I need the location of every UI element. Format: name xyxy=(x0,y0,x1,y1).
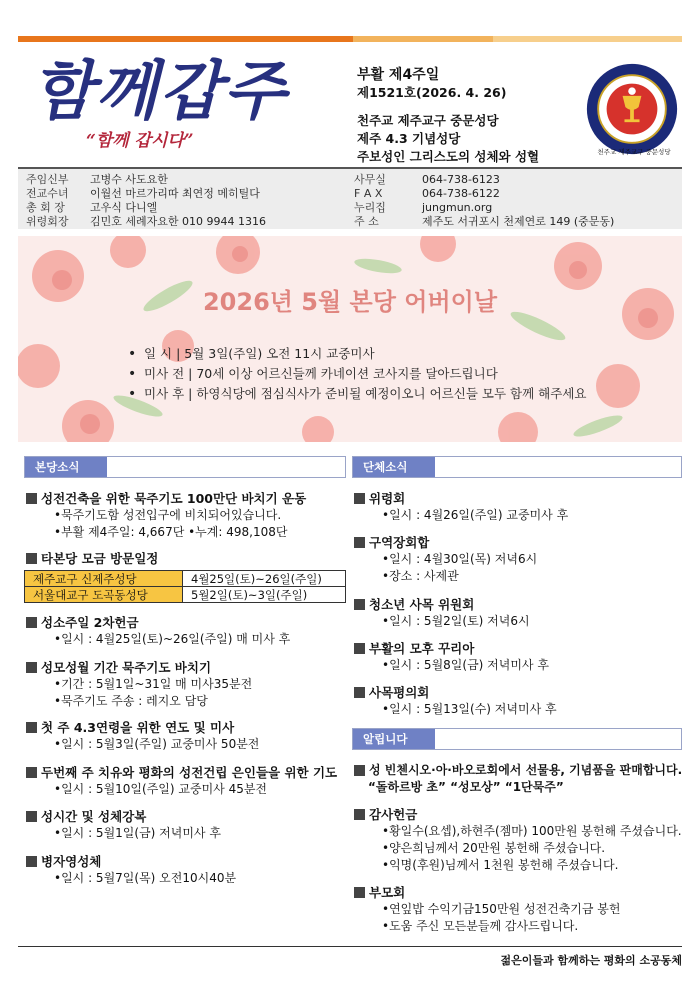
bullet-square-icon xyxy=(354,537,365,548)
notice-item-line: “돌하르방 초” “성모상” “1단묵주” xyxy=(368,780,564,794)
news-item-line: •묵주기도 주송 : 레지오 담당 xyxy=(54,694,208,708)
group-item-line: •일시 : 4월26일(주일) 교중미사 후 xyxy=(382,508,569,522)
section-header-parish-news xyxy=(24,456,346,478)
bullet-square-icon xyxy=(354,809,365,820)
group-item xyxy=(352,534,537,585)
notice-item-line: •익명(후원)님께서 1천원 봉헌해 주셨습니다. xyxy=(382,858,619,872)
news-item xyxy=(24,853,236,887)
bullet-square-icon xyxy=(354,765,365,776)
info-key: F A X xyxy=(354,187,383,200)
group-item-line: •일시 : 5월13일(수) 저녁미사 후 xyxy=(382,702,557,716)
news-item-line: •일시 : 5월1일(금) 저녁미사 후 xyxy=(54,826,221,840)
info-value: 064-738-6122 xyxy=(422,187,500,200)
bullet-square-icon xyxy=(26,722,37,733)
banner-item: • 미사 전 | 70세 이상 어르신들께 카네이션 코사지를 달아드립니다 xyxy=(128,364,586,384)
banner-title: 2026년 5월 본당 어버이날 xyxy=(202,288,498,316)
news-item xyxy=(24,550,158,567)
group-item xyxy=(352,596,530,630)
bullet-square-icon xyxy=(354,599,365,610)
visit-place: 제주교구 신제주성당 xyxy=(25,571,183,587)
banner-item: • 일 시 | 5월 3일(주일) 오전 11시 교중미사 xyxy=(128,344,586,364)
banner-item: • 미사 후 | 하영식당에 점심식사가 준비될 예정이오니 어르신들 모두 함께 해주세요 xyxy=(128,384,586,404)
info-row xyxy=(18,200,682,215)
news-item xyxy=(24,614,290,648)
news-item-line: •일시 : 5월10일(주일) 교중미사 45분전 xyxy=(54,782,268,796)
info-key: 총 회 장 xyxy=(26,201,65,214)
bullet-square-icon xyxy=(26,662,37,673)
bullet-square-icon xyxy=(26,856,37,867)
news-item-line: •일시 : 5월3일(주일) 교중미사 50분전 xyxy=(54,737,260,751)
group-item-title: 구역장회합 xyxy=(352,534,537,551)
info-value: 김민호 세례자요한 010 9944 1316 xyxy=(90,215,266,228)
news-item-line: •일시 : 5월7일(목) 오전10시40분 xyxy=(54,871,237,885)
visit-date: 5월2일(토)~3일(주일) xyxy=(183,587,346,603)
visit-place: 서울대교구 도곡동성당 xyxy=(25,587,183,603)
notice-item-line: •연잎밥 수익기금150만원 성전건축기금 봉헌 xyxy=(382,902,621,916)
news-item-title: 성소주일 2차헌금 xyxy=(24,614,290,631)
church-seal-icon xyxy=(585,62,679,156)
group-item xyxy=(352,490,568,524)
bullet-square-icon xyxy=(26,617,37,628)
bullet-square-icon xyxy=(354,687,365,698)
notice-item-line: •도움 주신 모든분들께 감사드립니다. xyxy=(382,919,579,933)
section-header-notices xyxy=(352,728,682,750)
visit-date: 4월25일(토)~26일(주일) xyxy=(183,571,346,587)
group-item xyxy=(352,684,557,718)
event-banner xyxy=(18,236,682,442)
bullet-square-icon xyxy=(26,811,37,822)
issue-number: 제1521호(2026. 4. 26) xyxy=(357,85,507,100)
info-row xyxy=(18,172,682,187)
news-item-line: •부활 제4주일: 4,667단 •누계: 498,108단 xyxy=(54,525,288,539)
notice-item-title: 부모회 xyxy=(352,884,621,901)
bullet-square-icon xyxy=(354,887,365,898)
parish-line: 주보성인 그리스도의 성체와 성혈 xyxy=(357,149,540,164)
news-item xyxy=(24,490,306,541)
group-item-line: •일시 : 4월30일(목) 저녁6시 xyxy=(382,552,538,566)
news-item-line: •일시 : 4월25일(토)~26일(주일) 매 미사 후 xyxy=(54,632,291,646)
news-item xyxy=(24,764,337,798)
news-item xyxy=(24,719,259,753)
group-item-line: •장소 : 사제관 xyxy=(382,569,459,583)
section-header-group-news xyxy=(352,456,682,478)
footer-divider xyxy=(18,946,682,947)
section-label: 본당소식 xyxy=(25,457,107,477)
info-key: 주 소 xyxy=(354,215,379,228)
news-item xyxy=(24,659,252,710)
logo-title: 함께갑주 xyxy=(32,54,288,129)
notice-item-title: 성 빈첸시오·아·바오로회에서 선물용, 기념품을 판매합니다. xyxy=(352,762,682,779)
bullet-square-icon xyxy=(354,493,365,504)
bullet-square-icon xyxy=(354,643,365,654)
issue-info xyxy=(357,66,577,166)
info-key: 주임신부 xyxy=(26,173,69,186)
info-row xyxy=(18,186,682,201)
notice-item-line: •황일수(요셉),하현주(젬마) 100만원 봉헌해 주셨습니다. xyxy=(382,824,682,838)
info-key: 위령회장 xyxy=(26,215,69,228)
group-item xyxy=(352,640,549,674)
news-item-title: 성시간 및 성체강복 xyxy=(24,808,221,825)
group-item-title: 사목평의회 xyxy=(352,684,557,701)
seal-caption: 천주교 제주교구 중문성당 xyxy=(597,148,671,156)
footer-motto: 젊은이들과 함께하는 평화의 소공동체 xyxy=(500,954,682,967)
info-key: 사무실 xyxy=(354,173,386,186)
news-item xyxy=(24,808,221,842)
info-row xyxy=(18,214,682,229)
group-item-title: 부활의 모후 꾸리아 xyxy=(352,640,549,657)
group-item-title: 청소년 사목 위원회 xyxy=(352,596,530,613)
bullet-square-icon xyxy=(26,493,37,504)
news-item-title: 성모성월 기간 묵주기도 바치기 xyxy=(24,659,252,676)
notice-item xyxy=(352,806,682,874)
parish-line: 천주교 제주교구 중문성당 xyxy=(357,113,499,128)
notice-item-line: •양은희님께서 20만원 봉헌해 주셨습니다. xyxy=(382,841,606,855)
info-value: 고병수 사도요한 xyxy=(90,173,168,186)
table-row xyxy=(25,571,346,587)
parish-info-box xyxy=(18,167,682,229)
section-label: 단체소식 xyxy=(353,457,435,477)
info-value: 064-738-6123 xyxy=(422,173,500,186)
notice-item xyxy=(352,884,621,935)
info-key: 누리집 xyxy=(354,201,386,214)
info-value: jungmun.org xyxy=(422,201,493,214)
news-item-title: 타본당 모금 방문일정 xyxy=(24,550,158,567)
group-item-line: •일시 : 5월8일(금) 저녁미사 후 xyxy=(382,658,549,672)
newsletter-logo xyxy=(28,52,298,151)
table-row xyxy=(25,587,346,603)
group-item-line: •일시 : 5월2일(토) 저녁6시 xyxy=(382,614,530,628)
top-color-bar xyxy=(18,36,682,42)
news-item-line: •기간 : 5월1일~31일 매 미사35분전 xyxy=(54,677,253,691)
news-item-title: 첫 주 4.3연령을 위한 연도 및 미사 xyxy=(24,719,259,736)
news-item-title: 두번째 주 치유와 평화의 성전건립 은인들을 위한 기도 xyxy=(24,764,337,781)
news-item-title: 성전건축을 위한 묵주기도 100만단 바치기 운동 xyxy=(24,490,306,507)
visit-schedule-table xyxy=(24,570,346,603)
news-item-line: •묵주기도함 성전입구에 비치되어있습니다. xyxy=(54,508,282,522)
info-key: 전교수녀 xyxy=(26,187,69,200)
notice-item xyxy=(352,762,682,796)
section-label: 알립니다 xyxy=(353,729,435,749)
group-item-title: 위령회 xyxy=(352,490,568,507)
bullet-square-icon xyxy=(26,767,37,778)
logo-subtitle: “함께 갑시다” xyxy=(86,131,194,151)
parish-line: 제주 4.3 기념성당 xyxy=(357,131,461,146)
banner-details xyxy=(128,344,586,404)
bullet-square-icon xyxy=(26,553,37,564)
carnation-flowers-icon xyxy=(18,236,682,442)
liturgical-week: 부활 제4주일 xyxy=(357,67,440,83)
info-value: 고우식 다니엘 xyxy=(90,201,158,214)
info-value: 이월선 마르가리따 최연정 메히틸다 xyxy=(90,187,260,200)
news-item-title: 병자영성체 xyxy=(24,853,236,870)
info-value: 제주도 서귀포시 천제연로 149 (중문동) xyxy=(422,215,615,228)
notice-item-title: 감사헌금 xyxy=(352,806,682,823)
